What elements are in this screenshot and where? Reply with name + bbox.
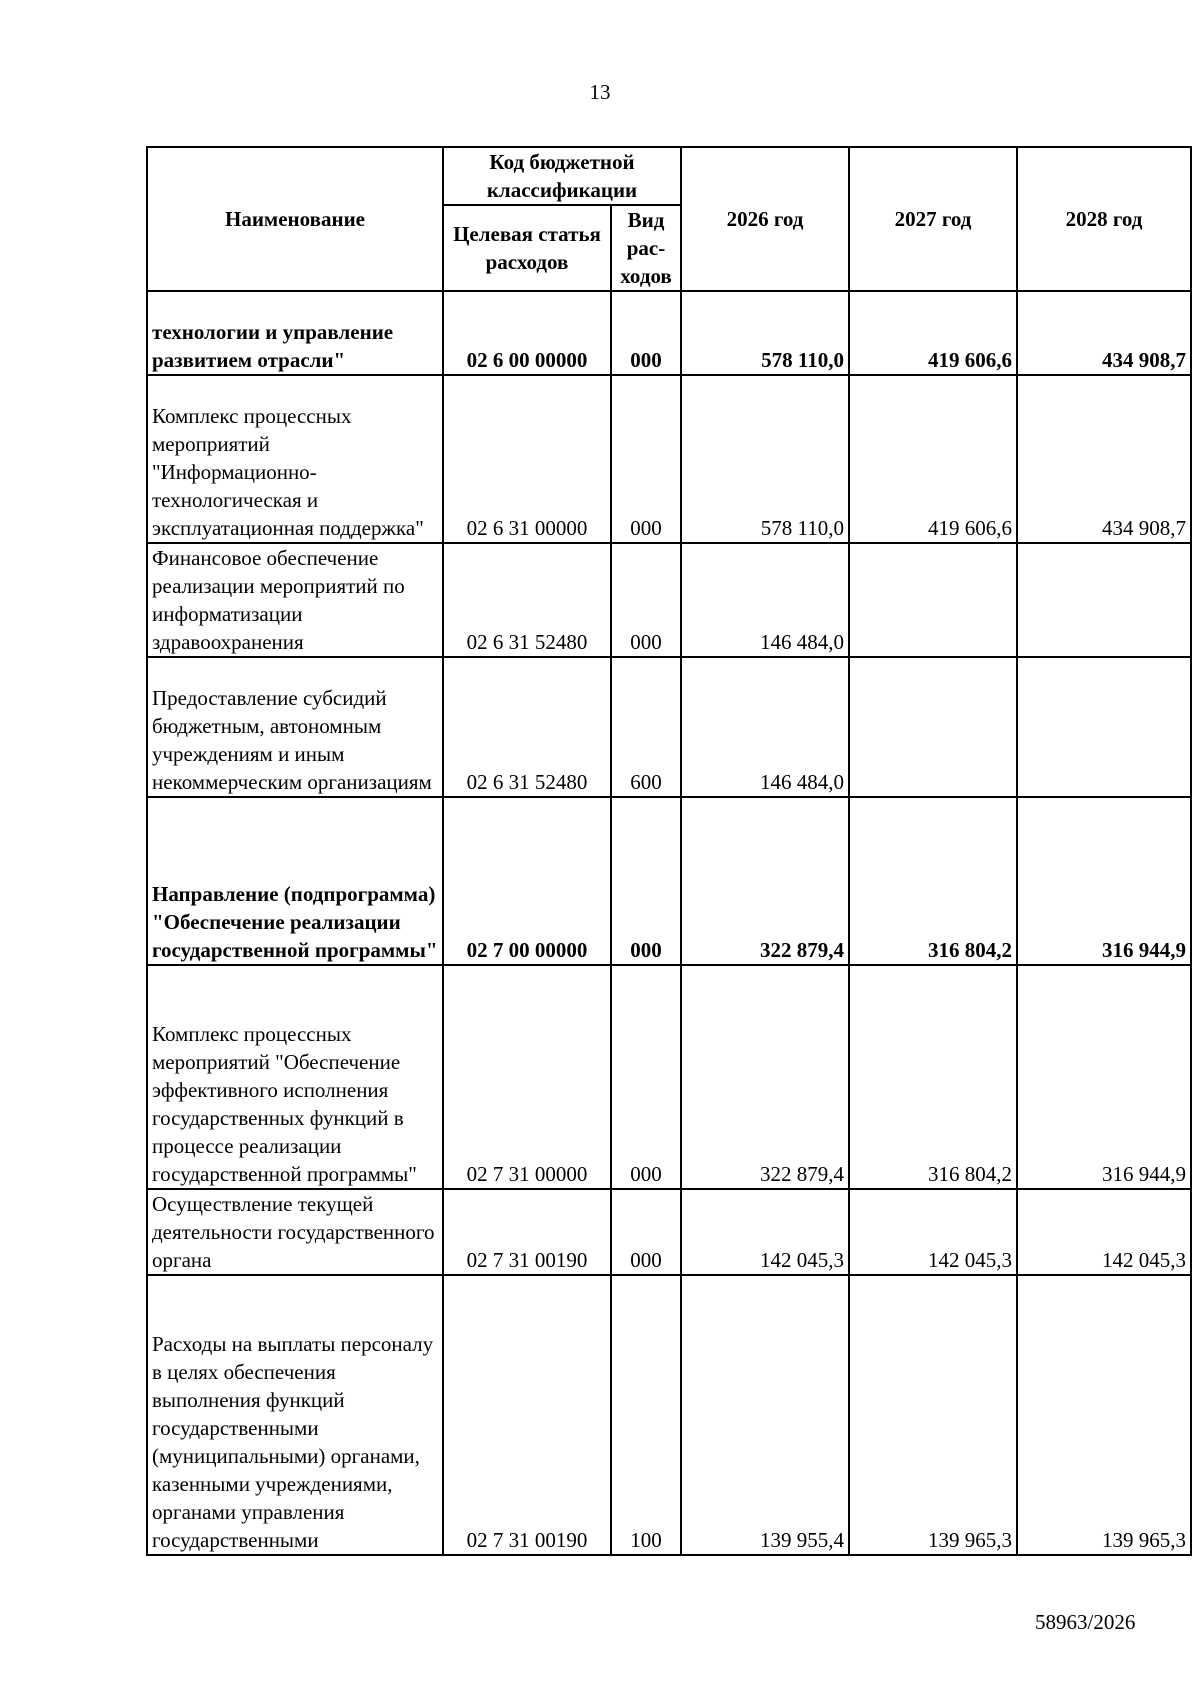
row-target-code: 02 7 31 00000 — [443, 965, 611, 1189]
table-body — [147, 291, 1191, 1555]
row-target-code: 02 6 31 00000 — [443, 375, 611, 543]
header-year-2027: 2027 год — [849, 147, 1017, 291]
row-amount-2027: 419 606,6 — [849, 291, 1017, 375]
row-amount-2026: 146 484,0 — [681, 657, 849, 797]
row-name: Финансовое обеспечение реализации мероприятий по информатизации здравоохранения — [147, 543, 443, 657]
row-amount-2028: 139 965,3 — [1017, 1275, 1191, 1555]
row-target-code: 02 6 00 00000 — [443, 291, 611, 375]
row-amount-2028: 434 908,7 — [1017, 375, 1191, 543]
table-row — [147, 1275, 1191, 1555]
row-amount-2028: 434 908,7 — [1017, 291, 1191, 375]
document-id: 58963/2026 — [1035, 1610, 1136, 1634]
row-expense-type: 000 — [611, 1189, 681, 1275]
row-amount-2026: 139 955,4 — [681, 1275, 849, 1555]
header-name: Наименование — [147, 147, 443, 291]
row-amount-2026: 578 110,0 — [681, 375, 849, 543]
row-amount-2026: 146 484,0 — [681, 543, 849, 657]
row-expense-type: 000 — [611, 291, 681, 375]
table-row — [147, 291, 1191, 375]
row-target-code: 02 7 31 00190 — [443, 1275, 611, 1555]
row-amount-2028: 316 944,9 — [1017, 797, 1191, 965]
page-number: 13 — [589, 80, 611, 104]
row-expense-type: 000 — [611, 375, 681, 543]
row-target-code: 02 7 00 00000 — [443, 797, 611, 965]
row-expense-type: 000 — [611, 797, 681, 965]
row-expense-type: 600 — [611, 657, 681, 797]
row-amount-2027: 139 965,3 — [849, 1275, 1017, 1555]
row-expense-type: 100 — [611, 1275, 681, 1555]
row-amount-2026: 322 879,4 — [681, 797, 849, 965]
table-row — [147, 797, 1191, 965]
header-kbk: Код бюджетной классификации — [443, 147, 681, 205]
row-amount-2026: 322 879,4 — [681, 965, 849, 1189]
row-amount-2027 — [849, 543, 1017, 657]
row-amount-2028: 316 944,9 — [1017, 965, 1191, 1189]
table-header — [147, 147, 1191, 291]
table-row — [147, 543, 1191, 657]
row-amount-2027: 142 045,3 — [849, 1189, 1017, 1275]
row-expense-type: 000 — [611, 965, 681, 1189]
row-amount-2026: 142 045,3 — [681, 1189, 849, 1275]
row-amount-2028: 142 045,3 — [1017, 1189, 1191, 1275]
row-target-code: 02 6 31 52480 — [443, 657, 611, 797]
row-name: технологии и управление развитием отрасли" — [147, 291, 443, 375]
header-year-2028: 2028 год — [1017, 147, 1191, 291]
row-name: Комплекс процессных мероприятий "Информационно-технологическая и эксплуатационная поддержка" — [147, 375, 443, 543]
header-year-2026: 2026 год — [681, 147, 849, 291]
header-target-article: Целевая статья расходов — [443, 205, 611, 291]
row-amount-2027: 419 606,6 — [849, 375, 1017, 543]
row-amount-2027: 316 804,2 — [849, 797, 1017, 965]
budget-table — [146, 146, 1192, 1556]
row-amount-2027 — [849, 657, 1017, 797]
table-row — [147, 965, 1191, 1189]
row-target-code: 02 6 31 52480 — [443, 543, 611, 657]
row-name: Осуществление текущей деятельности государственного органа — [147, 1189, 443, 1275]
table-row — [147, 657, 1191, 797]
row-name: Направление (подпрограмма) "Обеспечение реализации государственной программы" — [147, 797, 443, 965]
row-amount-2028 — [1017, 543, 1191, 657]
row-amount-2027: 316 804,2 — [849, 965, 1017, 1189]
table-row — [147, 1189, 1191, 1275]
row-target-code: 02 7 31 00190 — [443, 1189, 611, 1275]
row-name: Комплекс процессных мероприятий "Обеспечение эффективного исполнения государственных функций в процессе реализации государственной программы" — [147, 965, 443, 1189]
row-amount-2028 — [1017, 657, 1191, 797]
row-name: Расходы на выплаты персоналу в целях обеспечения выполнения функций государственными (муниципальными) органами, казенными учреждениями, органами управления государственными — [147, 1275, 443, 1555]
row-amount-2026: 578 110,0 — [681, 291, 849, 375]
row-name: Предоставление субсидий бюджетным, автономным учреждениям и иным некоммерческим организациям — [147, 657, 443, 797]
row-expense-type: 000 — [611, 543, 681, 657]
header-expense-type: Вид рас-ходов — [611, 205, 681, 291]
table-row — [147, 375, 1191, 543]
